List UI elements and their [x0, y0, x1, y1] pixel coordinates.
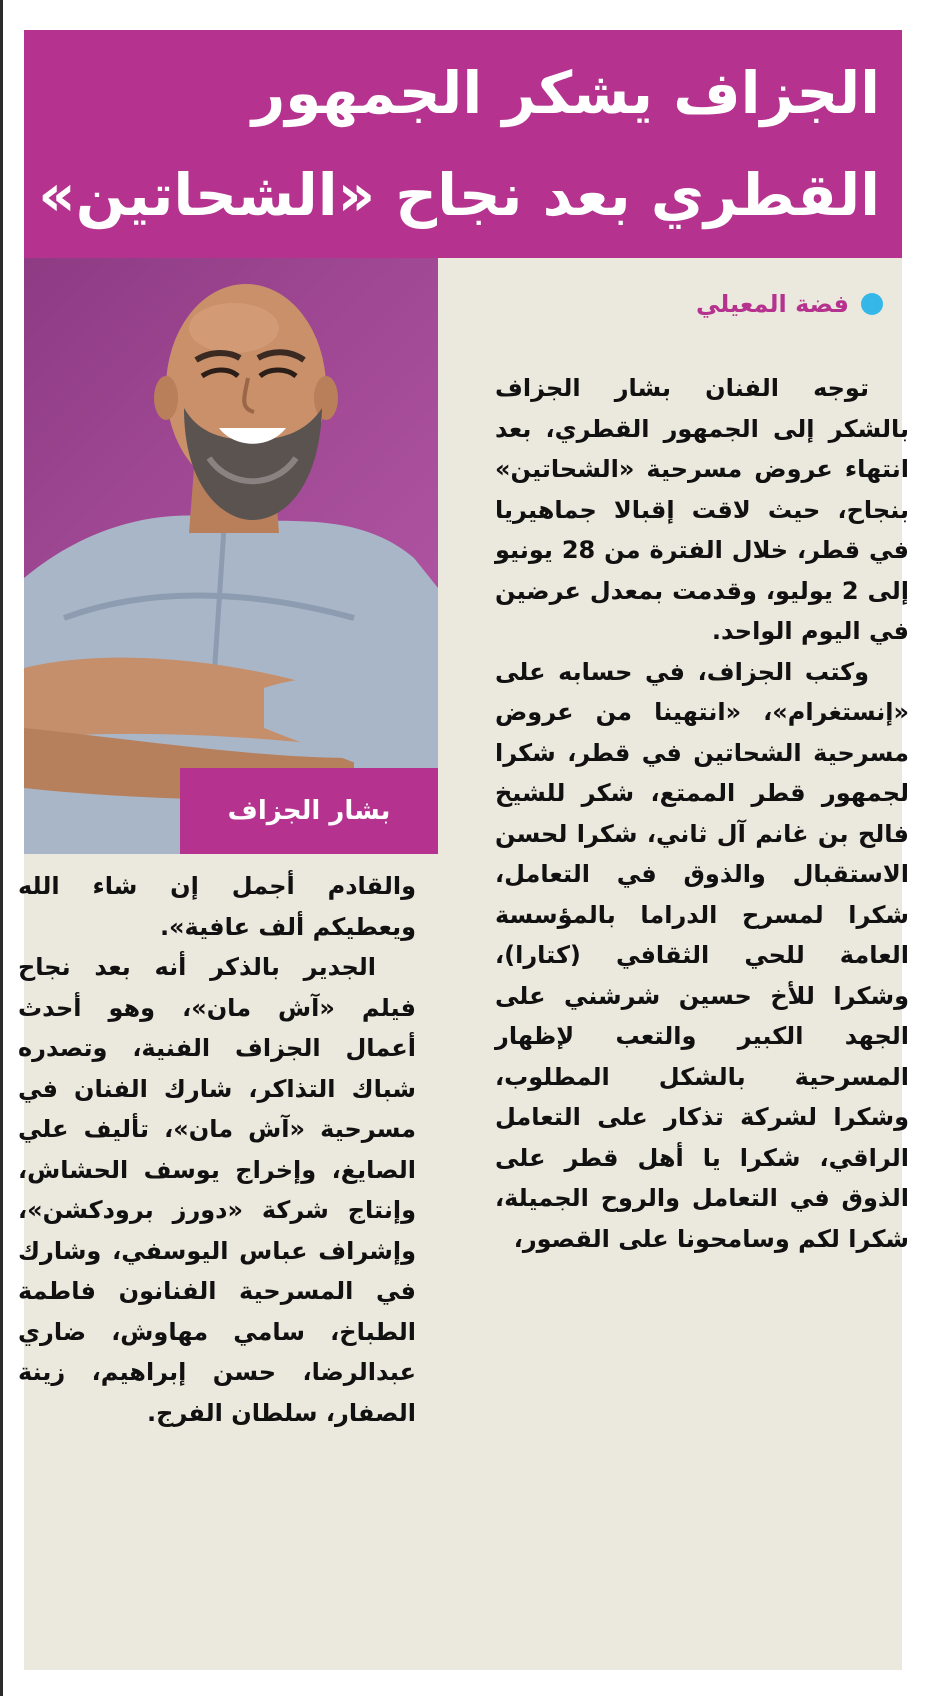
byline-author: فضة المعيلي	[695, 290, 849, 318]
portrait-photo	[24, 258, 438, 854]
bullet-dot-icon	[861, 293, 883, 315]
paragraph: وكتب الجزاف، في حسابه على «إنستغرام»، «انتهينا من عروض مسرحية الشحاتين في قطر، شكرا لجمهور قطر الممتع، شكر للشيخ فالح بن غانم آل ثاني، شكرا لحسن الاستقبال والذوق في التعامل، شكرا لمسرح الدراما بالمؤسسة العامة للحي الثقافي (كتارا)، وشكرا للأخ حسين شرشني على الجهد الكبير والتعب لإظهار المسرحية بالشكل المطلوب، وشكرا لشركة تذكار على التعامل الراقي، شكرا يا أهل قطر على الذوق في التعامل والروح الجميلة، شكرا لكم وسامحونا على القصور،	[495, 657, 909, 1253]
article-column-left	[18, 866, 416, 1433]
photo-caption: بشار الجزاف	[180, 768, 438, 854]
paragraph: والقادم أجمل إن شاء الله ويعطيكم ألف عافية».	[18, 872, 416, 941]
headline-line-1: الجزاف يشكر الجمهور	[251, 59, 880, 127]
column-rule	[0, 0, 3, 1696]
byline	[696, 290, 883, 318]
headline-banner	[24, 30, 902, 258]
paragraph: توجه الفنان بشار الجزاف بالشكر إلى الجمهور القطري، بعد انتهاء عروض مسرحية «الشحاتين» بنجاح، حيث لاقت إقبالا جماهيريا في قطر، خلال الفترة من 28 يونيو إلى 2 يوليو، وقدمت بمعدل عرضين في اليوم الواحد.	[495, 374, 909, 645]
headline-line-2: القطري بعد نجاح «الشحاتين»	[38, 161, 880, 229]
portrait-illustration	[24, 258, 438, 854]
headline	[40, 42, 880, 246]
paragraph: الجدير بالذكر أنه بعد نجاح فيلم «آش مان»، وهو أحدث أعمال الجزاف الفنية، وتصدره شباك التذاكر، شارك الفنان في مسرحية «آش مان»، تأليف علي الصايغ، وإخراج يوسف الحشاش، وإنتاج شركة «دورز برودكشن»، وإشراف عباس اليوسفي، وشارك في المسرحية الفنانون فاطمة الطباخ، سامي مهاوش، ضاري عبدالرضا، حسن إبراهيم، زينة الصفار، سلطان الفرج.	[18, 953, 416, 1427]
article-column-right	[495, 368, 909, 1259]
